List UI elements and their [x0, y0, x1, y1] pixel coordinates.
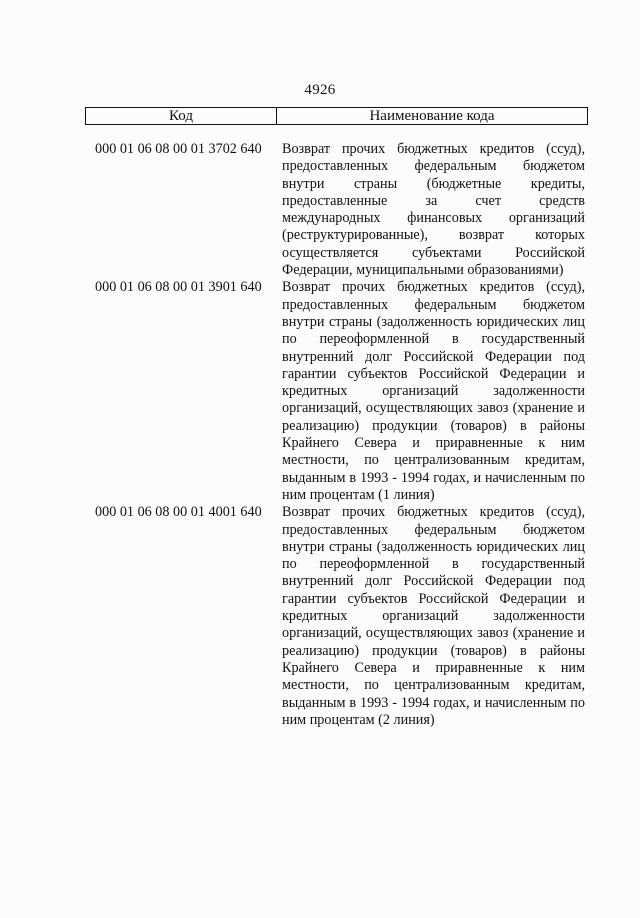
- description-line: осуществляется субъектами Российской: [282, 244, 585, 261]
- description-line: Крайнего Севера и приравненные к ним: [282, 435, 585, 452]
- description-line: организаций, осуществляющих завоз (хранение и: [282, 400, 585, 417]
- description-line: реализацию) продукции (товаров) в районы: [282, 417, 585, 434]
- row-code: 000 01 06 08 00 01 3702 640: [95, 141, 262, 157]
- description-line: внутри страны (бюджетные кредиты,: [282, 175, 585, 192]
- description-line: предоставленных федеральным бюджетом: [282, 158, 585, 175]
- table-row: [95, 141, 590, 279]
- description-line: выданным в 1993 - 1994 годах, и начисленным по: [282, 469, 585, 486]
- description-line: по переоформленной в государственный: [282, 331, 585, 348]
- description-line: внутренний долг Российской Федерации под: [282, 573, 585, 590]
- description-line: кредитных организаций задолженности: [282, 383, 585, 400]
- description-line: предоставленных федеральным бюджетом: [282, 521, 585, 538]
- description-line: предоставленных федеральным бюджетом: [282, 296, 585, 313]
- description-line: местности, по централизованным кредитам,: [282, 677, 585, 694]
- column-header-code: Код: [86, 108, 277, 124]
- description-line: ним процентам (2 линия): [282, 711, 435, 728]
- row-description: [282, 141, 585, 279]
- description-line: гарантии субъектов Российской Федерации и: [282, 590, 585, 607]
- description-line: выданным в 1993 - 1994 годах, и начисленным по: [282, 694, 585, 711]
- table-row: [95, 504, 590, 729]
- description-line: предоставленные за счет средств: [282, 192, 585, 209]
- description-line: международных финансовых организаций: [282, 210, 585, 227]
- description-line: Возврат прочих бюджетных кредитов (ссуд),: [282, 504, 585, 521]
- description-line: Крайнего Севера и приравненные к ним: [282, 659, 585, 676]
- description-line: гарантии субъектов Российской Федерации и: [282, 365, 585, 382]
- column-header-name: Наименование кода: [369, 108, 495, 124]
- description-line: организаций, осуществляющих завоз (хранение и: [282, 625, 585, 642]
- description-line: Федерации, муниципальными образованиями): [282, 262, 564, 279]
- row-code: 000 01 06 08 00 01 3901 640: [95, 279, 262, 296]
- description-line: внутри страны (задолженность юридических лиц: [282, 313, 585, 330]
- description-line: Возврат прочих бюджетных кредитов (ссуд),: [282, 279, 585, 296]
- description-line: местности, по централизованным кредитам,: [282, 452, 585, 469]
- description-line: ним процентам (1 линия): [282, 486, 435, 503]
- row-description: [282, 504, 585, 729]
- description-line: внутри страны (задолженность юридических лиц: [282, 538, 585, 555]
- description-line: Возврат прочих бюджетных кредитов (ссуд),: [282, 141, 585, 157]
- table-body: [95, 141, 590, 729]
- description-line: (реструктурированные), возврат которых: [282, 227, 585, 244]
- description-line: внутренний долг Российской Федерации под: [282, 348, 585, 365]
- description-line: кредитных организаций задолженности: [282, 608, 585, 625]
- description-line: по переоформленной в государственный: [282, 556, 585, 573]
- row-code: 000 01 06 08 00 01 4001 640: [95, 504, 262, 521]
- description-line: реализацию) продукции (товаров) в районы: [282, 642, 585, 659]
- table-row: [95, 279, 590, 504]
- table-header: [85, 107, 588, 125]
- row-description: [282, 279, 585, 504]
- page-number: 4926: [304, 82, 336, 98]
